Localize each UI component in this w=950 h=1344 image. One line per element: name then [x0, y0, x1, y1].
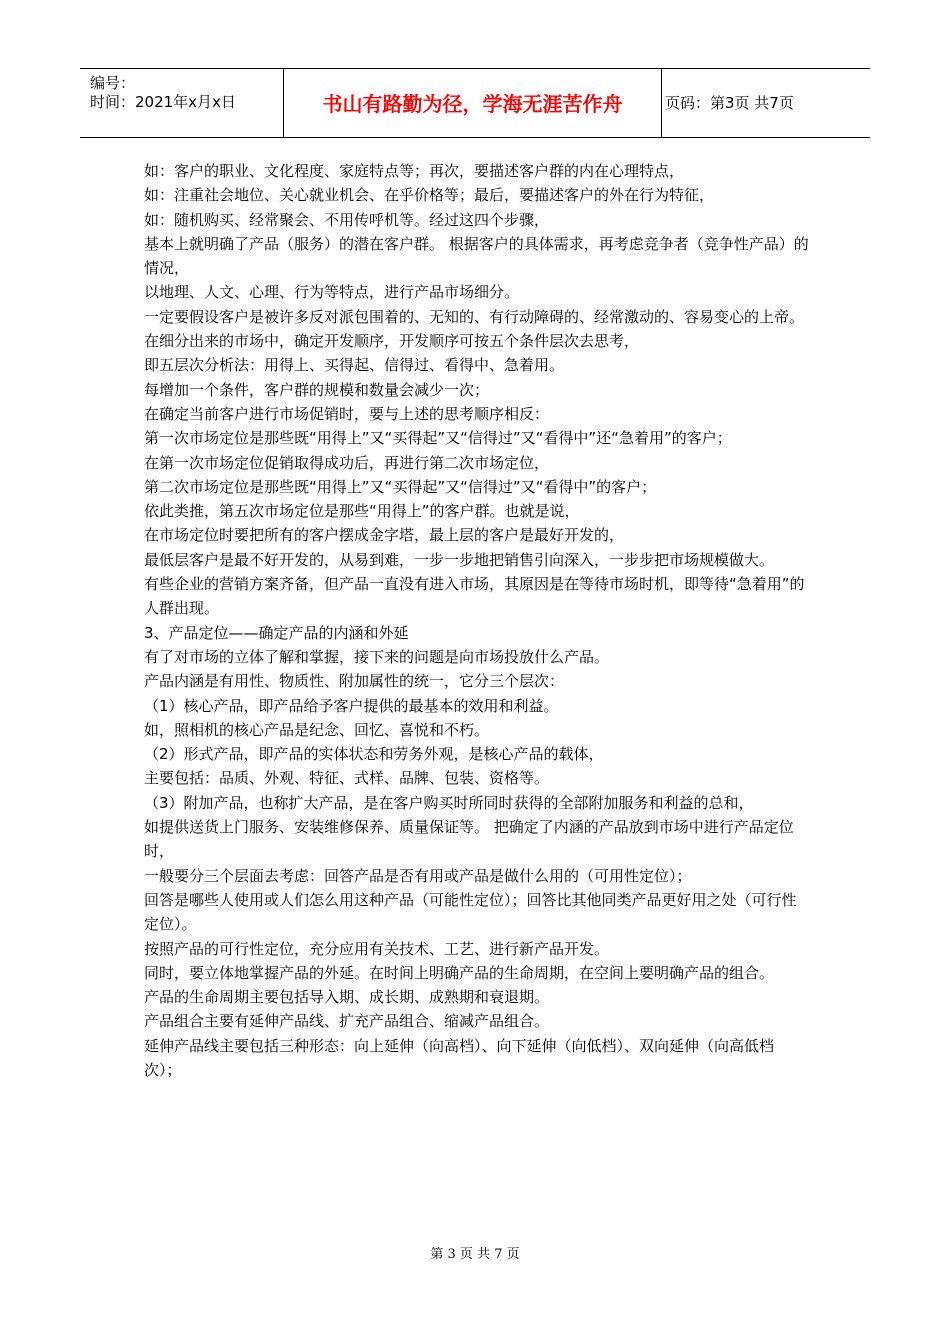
body-paragraph: 在确定当前客户进行市场促销时，要与上述的思考顺序相反：	[144, 404, 550, 423]
document-number-label: 编号：	[90, 74, 136, 92]
body-paragraph: 如，照相机的核心产品是纪念、回忆、喜悦和不朽。	[144, 720, 490, 739]
body-paragraph: 同时，要立体地掌握产品的外延。在时间上明确产品的生命周期，在空间上要明确产品的组合。	[144, 963, 775, 982]
document-time-label: 时间：2021年x月x日	[90, 93, 236, 111]
body-paragraph: 产品的生命周期主要包括导入期、成长期、成熟期和衰退期。	[144, 988, 550, 1007]
header-middle-cell	[283, 69, 662, 137]
header-page-info: 页码：第3页 共7页	[665, 94, 794, 112]
header-right-cell	[661, 69, 870, 137]
document-header	[80, 68, 870, 138]
body-paragraph: 产品组合主要有延伸产品线、扩充产品组合、缩减产品组合。	[144, 1012, 550, 1031]
body-paragraph: 即五层次分析法：用得上、买得起、信得过、看得中、急着用。	[144, 356, 565, 375]
body-paragraph: 如：随机购买、经常聚会、不用传呼机等。经过这四个步骤，	[144, 210, 550, 229]
body-paragraph: 3、产品定位——确定产品的内涵和外延	[144, 623, 409, 642]
body-paragraph: 如提供送货上门服务、安装维修保养、质量保证等。 把确定了内涵的产品放到市场中进行产品定位时，	[144, 818, 794, 861]
body-paragraph: 最低层客户是最不好开发的，从易到难，一步一步地把销售引向深入，一步步把市场规模做大。	[144, 550, 775, 569]
body-paragraph: 在市场定位时要把所有的客户摆成金字塔，最上层的客户是最好开发的，	[144, 526, 625, 545]
document-body	[144, 159, 809, 1082]
body-paragraph: 依此类推，第五次市场定位是那些“用得上”的客户群。也就是说，	[144, 502, 580, 521]
body-paragraph: （2）形式产品，即产品的实体状态和劳务外观，是核心产品的载体，	[144, 745, 604, 764]
body-paragraph: 一般要分三个层面去考虑：回答产品是否有用或产品是做什么用的（可用性定位）；	[144, 866, 692, 885]
body-paragraph: 延伸产品线主要包括三种形态：向上延伸（向高档）、向下延伸（向低档）、双向延伸（向高低档次）；	[144, 1036, 775, 1079]
body-paragraph: （1）核心产品，即产品给予客户提供的最基本的效用和利益。	[144, 696, 559, 715]
body-paragraph: 第一次市场定位是那些既“用得上”又“买得起”又“信得过”又“看得中”还“急着用”的客户；	[144, 429, 732, 448]
body-paragraph: 主要包括：品质、外观、特征、式样、品牌、包装、资格等。	[144, 769, 550, 788]
header-motto: 书山有路勤为径，学海无涯苦作舟	[322, 92, 623, 116]
body-paragraph: （3）附加产品，也称扩大产品，是在客户购买时所同时获得的全部附加服务和利益的总和，	[144, 793, 754, 812]
body-paragraph: 基本上就明确了产品（服务）的潜在客户群。 根据客户的具体需求，再考虑竞争者（竞争性产品）的情况，	[144, 234, 809, 278]
header-left-cell	[80, 69, 283, 137]
body-paragraph: 回答是哪些人使用或人们怎么用这种产品（可能性定位）；回答比其他同类产品更好用之处（可行性定位）。	[144, 890, 797, 934]
body-paragraph: 有了对市场的立体了解和掌握，接下来的问题是向市场投放什么产品。	[144, 647, 610, 666]
body-paragraph: 按照产品的可行性定位，充分应用有关技术、工艺、进行新产品开发。	[144, 939, 610, 958]
body-paragraph: 一定要假设客户是被许多反对派包围着的、无知的、有行动障碍的、经常激动的、容易变心的上帝。	[144, 307, 805, 326]
body-paragraph: 在第一次市场定位促销取得成功后，再进行第二次市场定位，	[144, 453, 550, 472]
page-footer: 第 3 页 共 7 页	[430, 1247, 520, 1262]
body-paragraph: 在细分出来的市场中，确定开发顺序，开发顺序可按五个条件层次去思考，	[144, 332, 640, 351]
body-paragraph: 产品内涵是有用性、物质性、附加属性的统一，它分三个层次：	[144, 672, 565, 691]
body-paragraph: 以地理、人文、心理、行为等特点，进行产品市场细分。	[144, 283, 520, 302]
body-paragraph: 如：注重社会地位、关心就业机会、在乎价格等；最后，要描述客户的外在行为特征，	[144, 186, 715, 205]
body-paragraph: 有些企业的营销方案齐备，但产品一直没有进入市场，其原因是在等待市场时机，即等待“急着用”的人群出现。	[144, 575, 805, 618]
body-paragraph: 第二次市场定位是那些既“用得上”又“买得起”又“信得过”又“看得中”的客户；	[144, 477, 657, 496]
body-paragraph: 如：客户的职业、文化程度、家庭特点等；再次，要描述客户群的内在心理特点，	[144, 162, 685, 180]
body-paragraph: 每增加一个条件，客户群的规模和数量会减少一次；	[144, 380, 490, 399]
